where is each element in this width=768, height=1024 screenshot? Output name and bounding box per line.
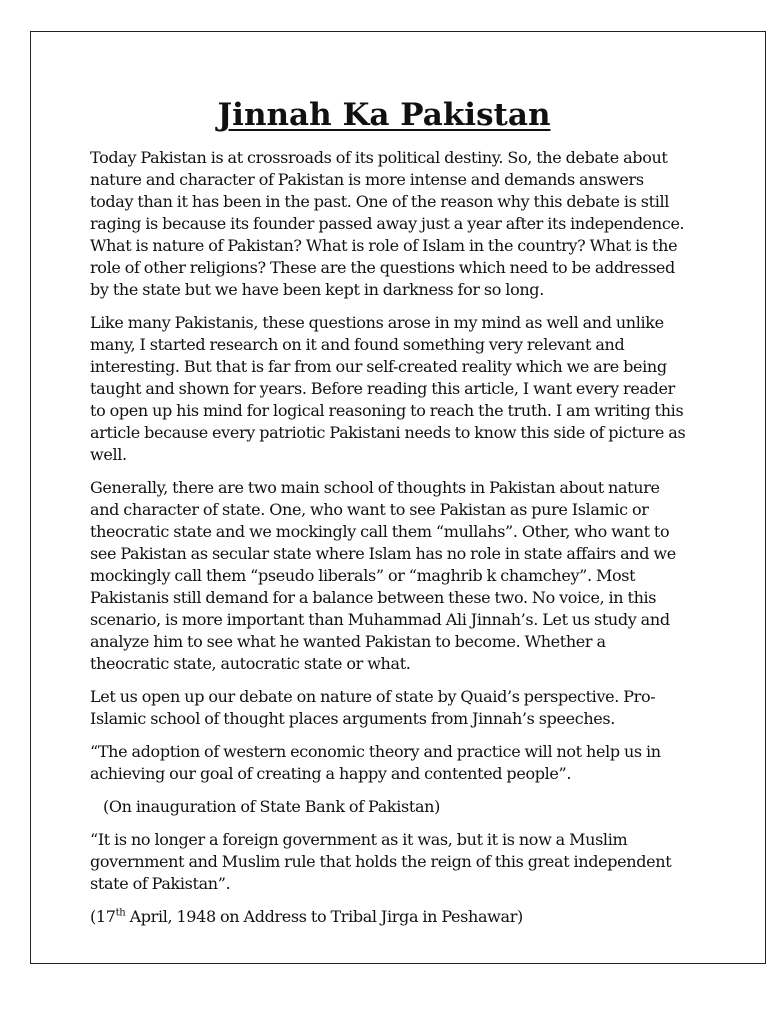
paragraph-4: Let us open up our debate on nature of state by Quaid’s perspective. Pro-Islamic school of thought places arguments from Jinnah’s speeches. <box>90 687 656 728</box>
article-body <box>90 147 688 939</box>
page-title-text: Jinnah Ka Pakistan <box>217 97 551 133</box>
page-title <box>0 95 768 133</box>
paragraph-3: Generally, there are two main school of thoughts in Pakistan about nature and character of state. One, who want to see Pakistan as pure Islamic or theocratic state and we mockingly call them “mullahs”. Other, who want to see Pakistan as secular state where Islam has no role in state affairs and we mockingly call them “pseudo liberals” or “maghrib k chamchey”. Most Pakistanis still demand for a balance between these two. No voice, in this scenario, is more important than Muhammad Ali Jinnah’s. Let us study and analyze him to see what he wanted Pakistan to become. Whether a theocratic state, autocratic state or what. <box>90 478 676 673</box>
quote-2-source <box>90 906 688 928</box>
paragraph-2: Like many Pakistanis, these questions arose in my mind as well and unlike many, I started research on it and found something very relevant and interesting. But that is far from our self-created reality which we are being taught and shown for years. Before reading this article, I want every reader to open up his mind for logical reasoning to reach the truth. I am writing this article because every patriotic Pakistani needs to know this side of picture as well. <box>90 313 686 464</box>
quote-1: “The adoption of western economic theory and practice will not help us in achieving our goal of creating a happy and contented people”. <box>90 742 661 783</box>
quote-1-source: (On inauguration of State Bank of Pakistan) <box>103 797 440 816</box>
quote-2-source-rest: April, 1948 on Address to Tribal Jirga in Peshawar) <box>125 907 523 926</box>
quote-2-source-ordinal: th <box>115 907 126 919</box>
paragraph-1: Today Pakistan is at crossroads of its political destiny. So, the debate about nature and character of Pakistan is more intense and demands answers today than it has been in the past. One of the reason why this debate is still raging is because its founder passed away just a year after its independence. What is nature of Pakistan? What is role of Islam in the country? What is the role of other religions? These are the questions which need to be addressed by the state but we have been kept in darkness for so long. <box>90 148 685 299</box>
quote-2-source-open: (17 <box>90 907 116 926</box>
quote-2: “It is no longer a foreign government as it was, but it is now a Muslim government and Muslim rule that holds the reign of this great independent state of Pakistan”. <box>90 830 672 893</box>
